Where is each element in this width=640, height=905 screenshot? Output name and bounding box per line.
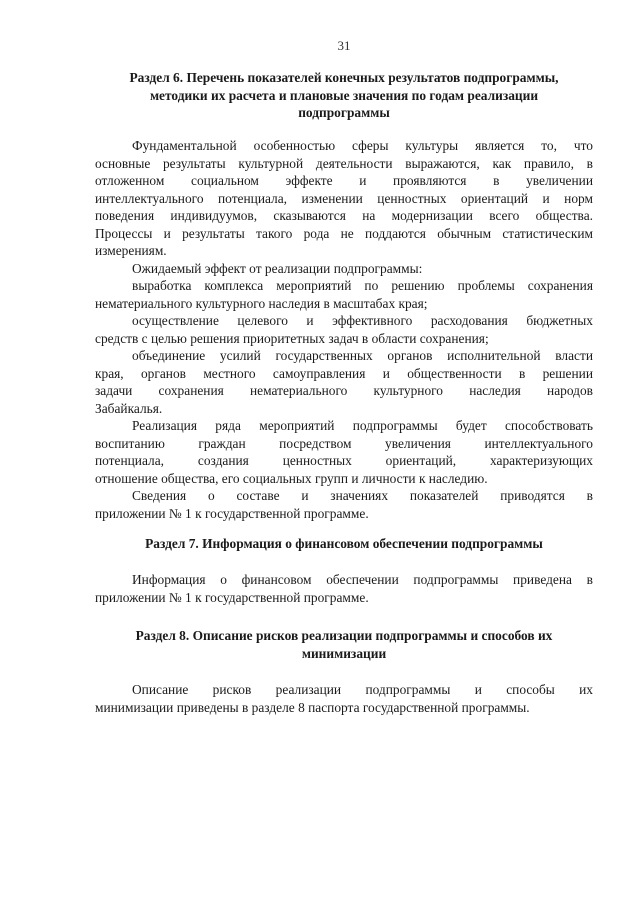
- text-line: минимизации приведены в разделе 8 паспорта государственной программы.: [95, 699, 530, 715]
- text-line: поведения индивидуумов, сказываются на модернизации всего общества.: [95, 208, 593, 223]
- text-line: задачи сохранения нематериального культурного наследия народов: [95, 383, 593, 398]
- text-line: основные результаты культурной деятельности выражаются, как правило, в: [95, 155, 593, 171]
- text-line: Информация о финансовом обеспечении подпрограммы приведена в: [132, 572, 593, 587]
- text-line: Процессы и результаты такого рода не поддаются обычным статистическим: [95, 225, 593, 241]
- text-line: приложении № 1 к государственной программе.: [95, 505, 369, 521]
- text-line: измерениям.: [95, 243, 167, 258]
- paragraph: [95, 571, 593, 606]
- heading-line: Раздел 7. Информация о финансовом обеспечении подпрограммы: [145, 536, 543, 551]
- section-7: [95, 535, 593, 553]
- section-7-body: [95, 571, 593, 606]
- text-line: нематериального культурного наследия в масштабах края;: [95, 295, 428, 311]
- page-number: 31: [337, 38, 351, 53]
- heading-line: Раздел 8. Описание рисков реализации подпрограммы и способов их: [135, 628, 553, 643]
- text-line: Ожидаемый эффект от реализации подпрограммы:: [132, 260, 423, 276]
- heading-line: методики их расчета и плановые значения по годам реализации: [149, 87, 539, 103]
- paragraph: [95, 312, 593, 347]
- text-line: Сведения о составе и значениях показателей приводятся в: [132, 488, 593, 503]
- section-7-heading: [95, 535, 593, 553]
- section-8-body: [95, 681, 593, 716]
- text-line: приложении № 1 к государственной программе.: [95, 589, 369, 605]
- paragraph: [95, 681, 593, 716]
- paragraph: [95, 260, 593, 278]
- text-line: отношение общества, его социальных групп и личности к наследию.: [95, 470, 488, 486]
- text-line: объединение усилий государственных органов исполнительной власти: [132, 348, 593, 363]
- text-line: края, органов местного самоуправления и общественности в решении: [95, 365, 593, 381]
- text-line: осуществление целевого и эффективного расходования бюджетных: [132, 313, 593, 328]
- paragraph: [95, 417, 593, 487]
- text-line: Описание рисков реализации подпрограммы и способы их: [132, 682, 593, 697]
- paragraph: [95, 137, 593, 260]
- section-8-heading: [95, 627, 593, 662]
- heading-line: Раздел 6. Перечень показателей конечных результатов подпрограммы,: [129, 70, 559, 85]
- section-6-body: [95, 137, 593, 522]
- text-line: интеллектуального потенциала, изменении ценностных ориентаций и норм: [95, 190, 593, 206]
- paragraph: [95, 487, 593, 522]
- section-6-heading: [95, 69, 593, 122]
- paragraph: [95, 277, 593, 312]
- heading-line: подпрограммы: [298, 105, 390, 120]
- text-line: потенциала, создания ценностных ориентаций, характеризующих: [95, 453, 593, 468]
- text-line: Забайкалья.: [95, 400, 163, 416]
- section-6: [95, 69, 593, 122]
- text-line: Фундаментальной особенностью сферы культуры является то, что: [132, 138, 593, 153]
- paragraph: [95, 347, 593, 417]
- text-line: Реализация ряда мероприятий подпрограммы будет способствовать: [132, 418, 593, 433]
- text-line: отложенном социальном эффекте и проявляются в увеличении: [95, 173, 593, 188]
- text-line: выработка комплекса мероприятий по решению проблемы сохранения: [132, 278, 593, 293]
- heading-line: минимизации: [301, 645, 387, 661]
- text-line: средств с целью решения приоритетных задач в области сохранения;: [95, 330, 489, 346]
- text-line: воспитанию граждан посредством увеличения интеллектуального: [95, 435, 593, 451]
- section-8: [95, 627, 593, 662]
